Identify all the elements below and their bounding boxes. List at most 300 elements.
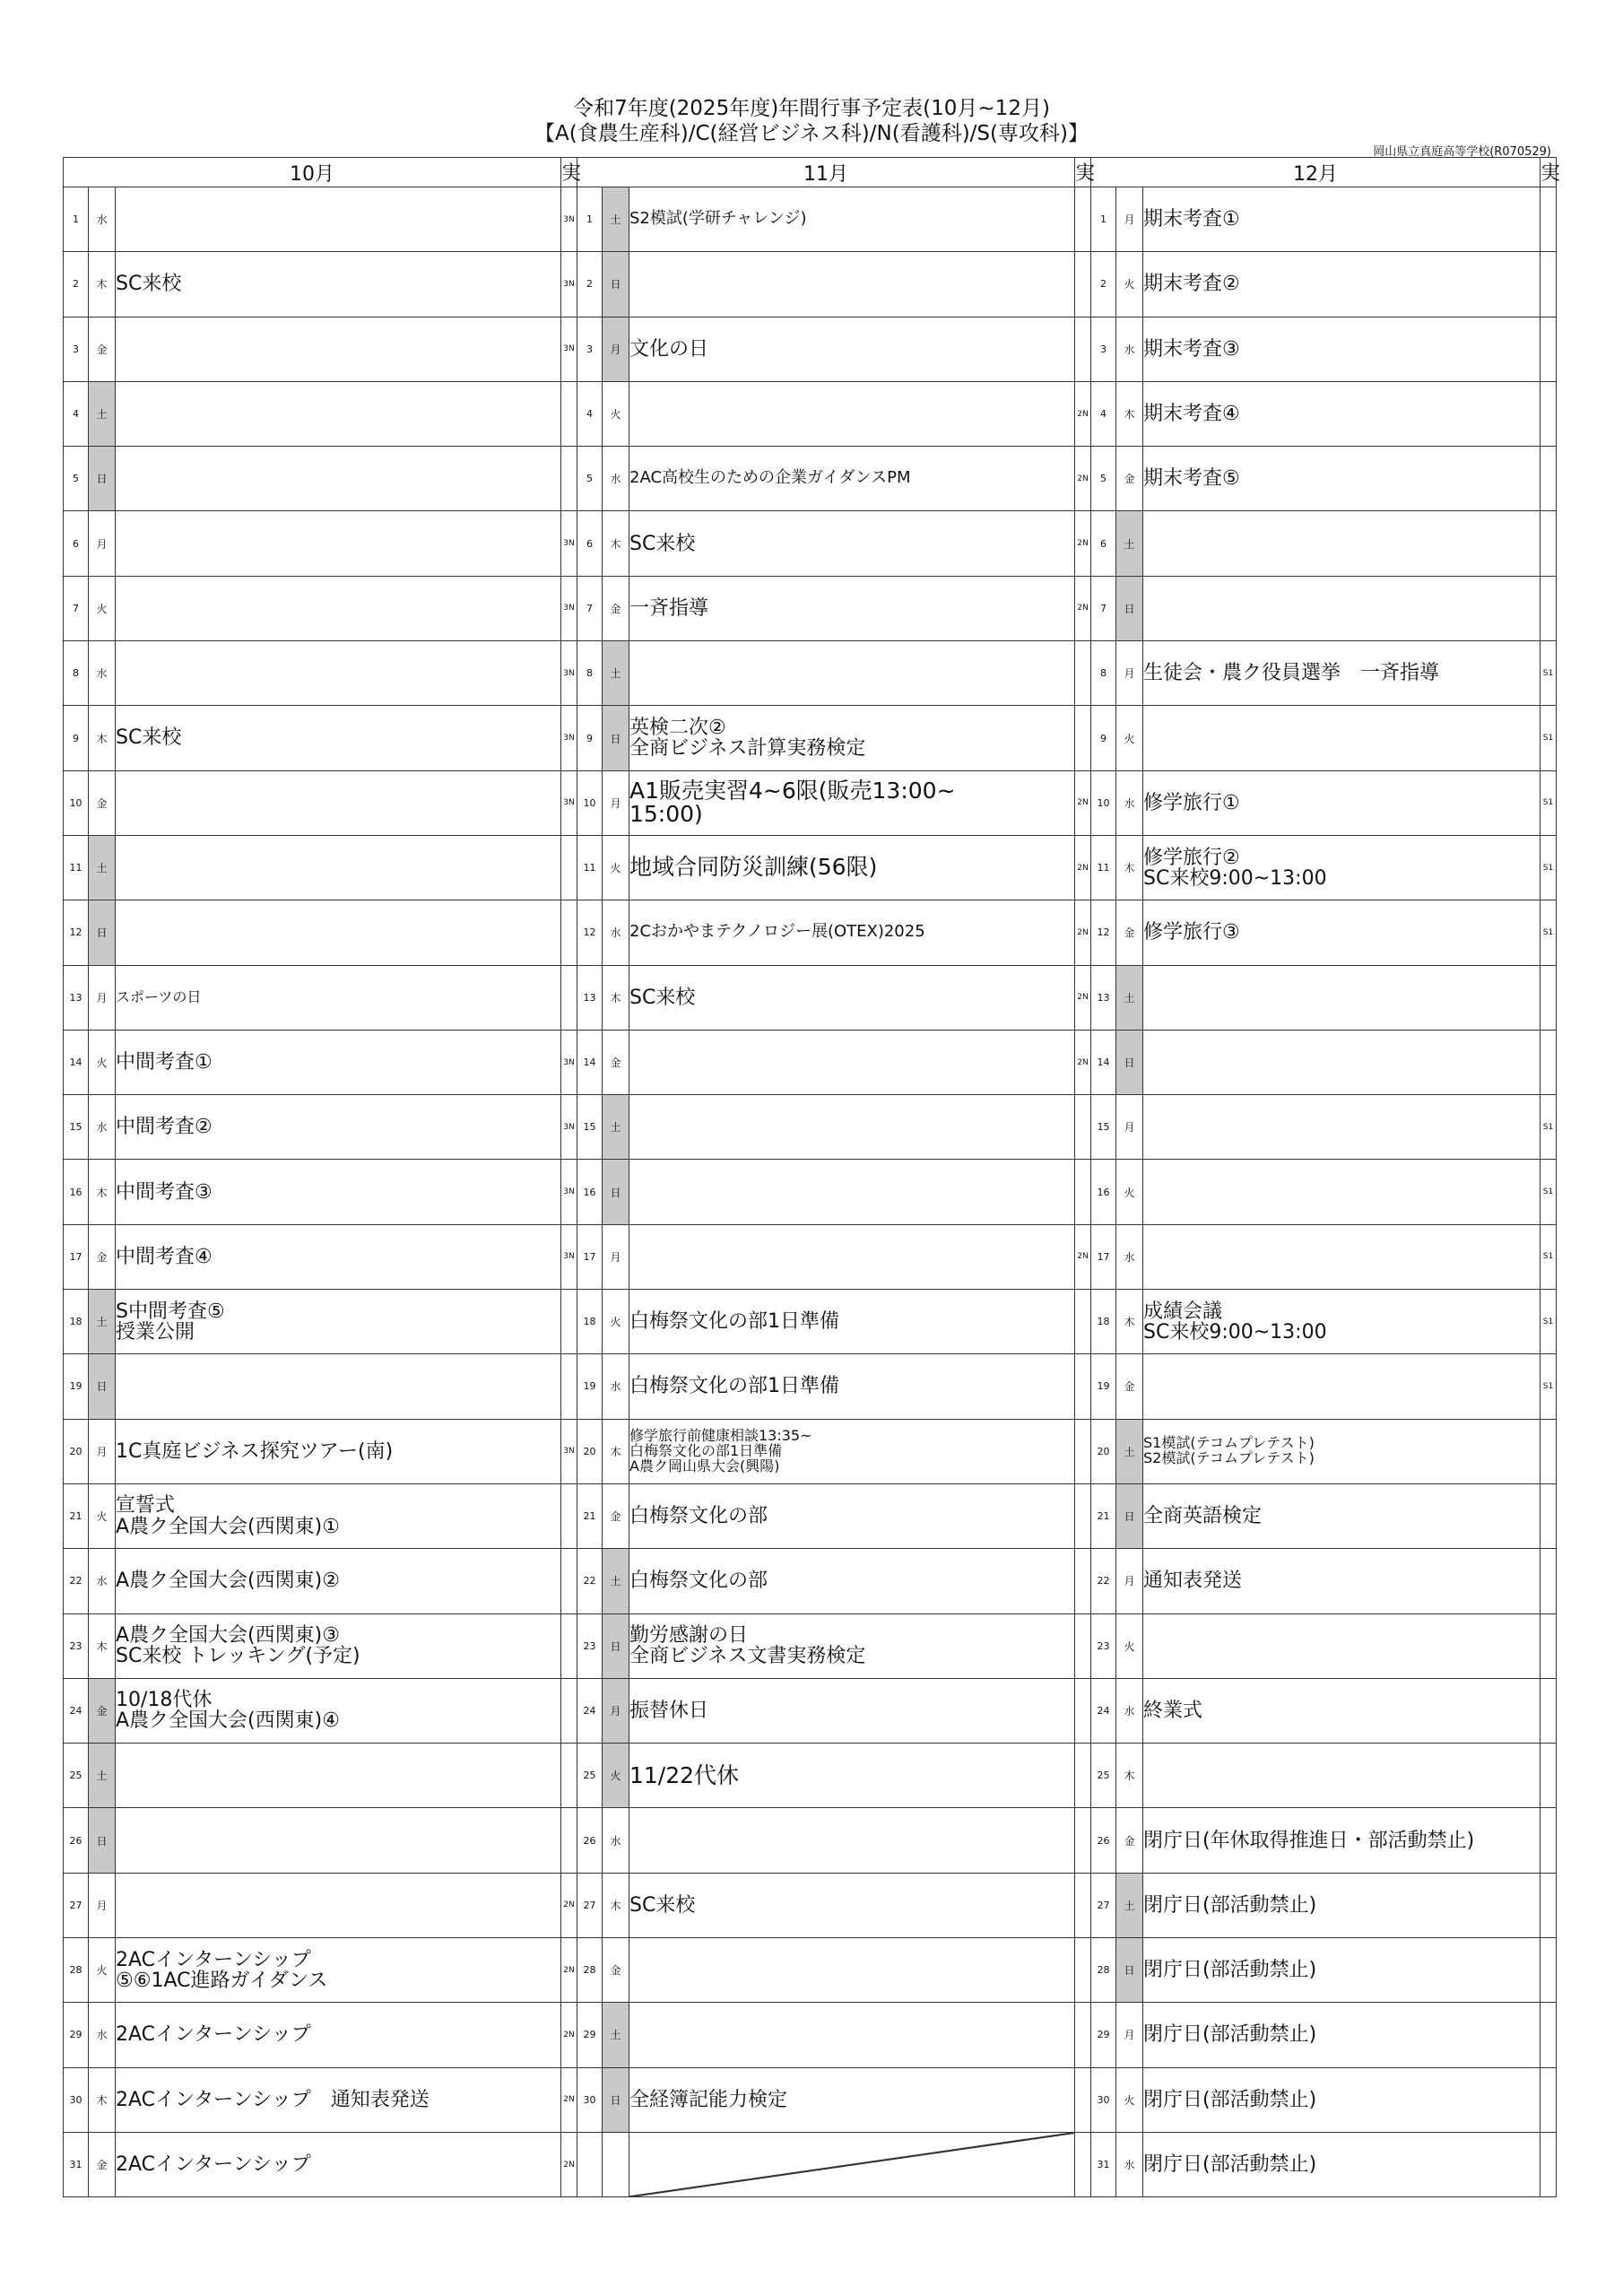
weekday: 木 (89, 1160, 116, 1224)
event-cell: S中間考査⑤ 授業公開 (116, 1290, 561, 1354)
day-number: 27 (1091, 1873, 1116, 1937)
jitsu-mark: 3N (561, 1095, 577, 1160)
event-cell: SC来校 (629, 965, 1075, 1030)
weekday: 土 (603, 187, 629, 252)
day-number: 28 (64, 1938, 89, 2003)
month-header-oct: 10月 (64, 158, 561, 187)
day-number: 15 (1091, 1095, 1116, 1160)
event-cell (1143, 511, 1541, 576)
weekday: 月 (1116, 2003, 1143, 2067)
day-number: 17 (1091, 1224, 1116, 1289)
calendar-row (64, 252, 1557, 317)
event-cell: 白梅祭文化の部1日準備 (629, 1290, 1075, 1354)
jitsu-mark (1541, 1549, 1557, 1613)
jitsu-mark: S1 (1541, 1354, 1557, 1419)
weekday: 木 (89, 1613, 116, 1678)
empty-event-cell (629, 2132, 1075, 2196)
jitsu-mark (1075, 641, 1091, 706)
weekday: 日 (603, 706, 629, 770)
jitsu-mark: 2N (1075, 576, 1091, 640)
jitsu-mark (1541, 1744, 1557, 1808)
day-number: 30 (1091, 2067, 1116, 2132)
jitsu-mark (1541, 1030, 1557, 1094)
event-cell: SC来校 (629, 511, 1075, 576)
jitsu-mark (1541, 252, 1557, 317)
calendar-row (64, 447, 1557, 511)
jitsu-mark: S1 (1541, 770, 1557, 835)
day-number: 2 (64, 252, 89, 317)
jitsu-mark (1075, 1160, 1091, 1224)
weekday: 木 (1116, 835, 1143, 900)
weekday: 木 (603, 1873, 629, 1937)
weekday: 火 (603, 381, 629, 446)
weekday: 日 (603, 1613, 629, 1678)
event-cell: 期末考査③ (1143, 317, 1541, 381)
weekday: 木 (89, 706, 116, 770)
jitsu-mark (561, 1483, 577, 1548)
weekday: 金 (89, 1678, 116, 1743)
jitsu-mark (561, 900, 577, 965)
event-cell (116, 900, 561, 965)
jitsu-mark: S1 (1541, 900, 1557, 965)
day-number: 27 (64, 1873, 89, 1937)
event-cell (1143, 1224, 1541, 1289)
event-cell (116, 511, 561, 576)
calendar-row (64, 1095, 1557, 1160)
event-cell (1143, 1095, 1541, 1160)
jitsu-mark (561, 1549, 577, 1613)
month-header-nov: 11月 (577, 158, 1075, 187)
jitsu-header: 実 (1541, 158, 1557, 187)
weekday: 日 (1116, 1030, 1143, 1094)
event-cell (629, 1160, 1075, 1224)
jitsu-mark: 3N (561, 1224, 577, 1289)
jitsu-mark (1075, 1613, 1091, 1678)
jitsu-mark (1541, 2132, 1557, 2196)
day-number: 16 (1091, 1160, 1116, 1224)
day-number: 12 (577, 900, 603, 965)
day-number: 24 (577, 1678, 603, 1743)
event-cell: 2ACインターンシップ 通知表発送 (116, 2067, 561, 2132)
jitsu-mark (1541, 1419, 1557, 1483)
day-number: 3 (577, 317, 603, 381)
jitsu-mark (561, 1678, 577, 1743)
jitsu-mark (1541, 576, 1557, 640)
page-subtitle: 【A(食農生産科)/C(経営ビジネス科)/N(看護科)/S(専攻科)】 (534, 122, 1089, 145)
day-number: 13 (577, 965, 603, 1030)
jitsu-mark (1541, 317, 1557, 381)
event-cell: 全商英語検定 (1143, 1483, 1541, 1548)
weekday: 土 (603, 641, 629, 706)
weekday: 月 (1116, 1549, 1143, 1613)
event-cell: 期末考査④ (1143, 381, 1541, 446)
weekday: 木 (89, 252, 116, 317)
calendar-body (64, 187, 1557, 2197)
jitsu-mark: 3N (561, 511, 577, 576)
day-number: 26 (1091, 1808, 1116, 1873)
day-number: 11 (64, 835, 89, 900)
calendar-row (64, 2003, 1557, 2067)
event-cell: 閉庁日(部活動禁止) (1143, 2003, 1541, 2067)
day-number: 22 (1091, 1549, 1116, 1613)
event-cell (116, 1808, 561, 1873)
event-cell (629, 1095, 1075, 1160)
day-number: 1 (577, 187, 603, 252)
weekday: 火 (603, 835, 629, 900)
weekday: 月 (603, 1678, 629, 1743)
jitsu-mark: 2N (561, 2067, 577, 2132)
day-number: 9 (577, 706, 603, 770)
event-cell: 2ACインターンシップ (116, 2132, 561, 2196)
day-number: 24 (1091, 1678, 1116, 1743)
jitsu-mark (561, 1744, 577, 1808)
event-cell: 宣誓式 A農ク全国大会(西関東)① (116, 1483, 561, 1548)
jitsu-mark (1075, 1938, 1091, 2003)
weekday: 土 (603, 1549, 629, 1613)
weekday: 日 (603, 2067, 629, 2132)
weekday: 日 (1116, 576, 1143, 640)
jitsu-mark: 2N (561, 1938, 577, 2003)
jitsu-mark (1541, 1873, 1557, 1937)
event-cell (116, 1744, 561, 1808)
event-cell: 地域合同防災訓練(56限) (629, 835, 1075, 900)
jitsu-mark (1075, 252, 1091, 317)
event-cell: S1模試(テコムプレテスト) S2模試(テコムプレテスト) (1143, 1419, 1541, 1483)
weekday: 水 (1116, 2132, 1143, 2196)
event-cell: 11/22代休 (629, 1744, 1075, 1808)
event-cell (116, 187, 561, 252)
jitsu-mark (561, 1613, 577, 1678)
day-number: 11 (577, 835, 603, 900)
jitsu-mark (1075, 1678, 1091, 1743)
jitsu-mark: S1 (1541, 1290, 1557, 1354)
event-cell: 2ACインターンシップ (116, 2003, 561, 2067)
jitsu-mark (1541, 1678, 1557, 1743)
calendar-row (64, 576, 1557, 640)
event-cell: 10/18代休 A農ク全国大会(西関東)④ (116, 1678, 561, 1743)
jitsu-mark (1075, 317, 1091, 381)
calendar-row (64, 1808, 1557, 1873)
day-number: 23 (577, 1613, 603, 1678)
event-cell: 修学旅行① (1143, 770, 1541, 835)
jitsu-mark (1075, 1419, 1091, 1483)
jitsu-mark (1541, 1808, 1557, 1873)
jitsu-mark: 2N (1075, 770, 1091, 835)
weekday: 月 (89, 1873, 116, 1937)
event-cell (116, 576, 561, 640)
day-number: 21 (577, 1483, 603, 1548)
event-cell: 中間考査③ (116, 1160, 561, 1224)
jitsu-mark: 3N (561, 252, 577, 317)
weekday: 日 (89, 1354, 116, 1419)
day-number: 25 (577, 1744, 603, 1808)
weekday: 水 (1116, 770, 1143, 835)
day-number: 3 (64, 317, 89, 381)
weekday: 月 (89, 511, 116, 576)
weekday: 火 (1116, 252, 1143, 317)
calendar-row (64, 1873, 1557, 1937)
event-cell: 文化の日 (629, 317, 1075, 381)
event-cell: 白梅祭文化の部1日準備 (629, 1354, 1075, 1419)
day-number: 17 (64, 1224, 89, 1289)
event-cell: 中間考査② (116, 1095, 561, 1160)
event-cell: 終業式 (1143, 1678, 1541, 1743)
jitsu-mark (1541, 447, 1557, 511)
event-cell: 勤労感謝の日 全商ビジネス文書実務検定 (629, 1613, 1075, 1678)
event-cell (629, 1938, 1075, 2003)
weekday: 水 (1116, 1224, 1143, 1289)
day-number: 23 (1091, 1613, 1116, 1678)
calendar-row (64, 1744, 1557, 1808)
jitsu-mark: 2N (1075, 1030, 1091, 1094)
jitsu-mark: 3N (561, 770, 577, 835)
day-number: 31 (64, 2132, 89, 2196)
jitsu-mark (1075, 1549, 1091, 1613)
event-cell (116, 641, 561, 706)
jitsu-header: 実 (1075, 158, 1091, 187)
event-cell (629, 1030, 1075, 1094)
weekday: 金 (603, 1483, 629, 1548)
weekday: 火 (1116, 1160, 1143, 1224)
calendar-table (63, 157, 1561, 2197)
day-number: 21 (1091, 1483, 1116, 1548)
jitsu-mark: 3N (561, 317, 577, 381)
calendar-row (64, 1030, 1557, 1094)
jitsu-mark (1075, 1290, 1091, 1354)
day-number: 17 (577, 1224, 603, 1289)
event-cell: A1販売実習4~6限(販売13:00~ 15:00) (629, 770, 1075, 835)
day-number: 18 (1091, 1290, 1116, 1354)
event-cell: SC来校 (116, 252, 561, 317)
jitsu-mark: 3N (561, 576, 577, 640)
day-number: 5 (64, 447, 89, 511)
jitsu-mark (561, 1354, 577, 1419)
weekday: 土 (1116, 1873, 1143, 1937)
diagonal-line (629, 2133, 1074, 2196)
jitsu-mark: S1 (1541, 1095, 1557, 1160)
event-cell (116, 835, 561, 900)
jitsu-mark (1075, 2067, 1091, 2132)
calendar-row (64, 1224, 1557, 1289)
weekday: 金 (1116, 900, 1143, 965)
day-number: 7 (64, 576, 89, 640)
jitsu-mark: 2N (1075, 900, 1091, 965)
weekday: 土 (1116, 965, 1143, 1030)
calendar-row (64, 770, 1557, 835)
calendar-row (64, 187, 1557, 252)
day-number: 3 (1091, 317, 1116, 381)
weekday: 木 (89, 2067, 116, 2132)
event-cell: 成績会議 SC来校9:00~13:00 (1143, 1290, 1541, 1354)
weekday: 金 (603, 1030, 629, 1094)
weekday: 日 (603, 1160, 629, 1224)
day-number: 2 (1091, 252, 1116, 317)
weekday: 水 (603, 900, 629, 965)
weekday: 日 (89, 1808, 116, 1873)
day-number: 8 (577, 641, 603, 706)
jitsu-mark (1541, 2067, 1557, 2132)
weekday: 水 (603, 1354, 629, 1419)
calendar-row (64, 835, 1557, 900)
event-cell (116, 381, 561, 446)
weekday: 日 (89, 900, 116, 965)
day-number: 13 (64, 965, 89, 1030)
weekday: 土 (1116, 1419, 1143, 1483)
calendar-row (64, 1613, 1557, 1678)
event-cell: 閉庁日(部活動禁止) (1143, 1938, 1541, 2003)
weekday: 金 (1116, 1354, 1143, 1419)
event-cell: 閉庁日(年休取得推進日・部活動禁止) (1143, 1808, 1541, 1873)
jitsu-mark (1075, 706, 1091, 770)
event-cell (629, 1224, 1075, 1289)
weekday: 木 (603, 1419, 629, 1483)
day-number: 2 (577, 252, 603, 317)
calendar-row (64, 317, 1557, 381)
event-cell: A農ク全国大会(西関東)③ SC来校 トレッキング(予定) (116, 1613, 561, 1678)
empty-day-cell (577, 2132, 603, 2196)
calendar-row (64, 706, 1557, 770)
event-cell (1143, 1354, 1541, 1419)
weekday: 土 (89, 1744, 116, 1808)
event-cell: 白梅祭文化の部 (629, 1483, 1075, 1548)
weekday: 土 (1116, 511, 1143, 576)
event-cell (1143, 1160, 1541, 1224)
weekday: 日 (603, 252, 629, 317)
weekday: 火 (603, 1290, 629, 1354)
event-cell: 全経簿記能力検定 (629, 2067, 1075, 2132)
event-cell (116, 770, 561, 835)
jitsu-mark (1075, 2003, 1091, 2067)
weekday: 月 (1116, 641, 1143, 706)
day-number: 29 (577, 2003, 603, 2067)
weekday: 土 (89, 1290, 116, 1354)
weekday: 火 (89, 1030, 116, 1094)
weekday: 金 (89, 770, 116, 835)
event-cell (1143, 1744, 1541, 1808)
event-cell (116, 317, 561, 381)
event-cell: 2AC高校生のための企業ガイダンスPM (629, 447, 1075, 511)
calendar-row (64, 511, 1557, 576)
event-cell: 1C真庭ビジネス探究ツアー(南) (116, 1419, 561, 1483)
day-number: 20 (64, 1419, 89, 1483)
calendar-row (64, 1160, 1557, 1224)
jitsu-mark: 2N (561, 2003, 577, 2067)
weekday: 月 (1116, 1095, 1143, 1160)
day-number: 10 (577, 770, 603, 835)
day-number: 4 (1091, 381, 1116, 446)
jitsu-mark: 2N (561, 1873, 577, 1937)
event-cell: 期末考査② (1143, 252, 1541, 317)
day-number: 26 (64, 1808, 89, 1873)
jitsu-mark (1075, 1483, 1091, 1548)
event-cell (629, 1808, 1075, 1873)
event-cell: 中間考査① (116, 1030, 561, 1094)
event-cell: A農ク全国大会(西関東)② (116, 1549, 561, 1613)
event-cell: スポーツの日 (116, 965, 561, 1030)
event-cell: S2模試(学研チャレンジ) (629, 187, 1075, 252)
day-number: 29 (64, 2003, 89, 2067)
day-number: 10 (1091, 770, 1116, 835)
day-number: 14 (64, 1030, 89, 1094)
weekday: 日 (89, 447, 116, 511)
school-name: 岡山県立真庭高等学校(R070529) (1373, 145, 1551, 159)
event-cell: 修学旅行② SC来校9:00~13:00 (1143, 835, 1541, 900)
event-cell: 生徒会・農ク役員選挙 一斉指導 (1143, 641, 1541, 706)
day-number: 31 (1091, 2132, 1116, 2196)
day-number: 16 (577, 1160, 603, 1224)
weekday: 水 (89, 641, 116, 706)
jitsu-mark: S1 (1541, 1224, 1557, 1289)
weekday: 木 (1116, 381, 1143, 446)
event-cell: 閉庁日(部活動禁止) (1143, 2067, 1541, 2132)
jitsu-mark: 2N (561, 2132, 577, 2196)
weekday: 日 (1116, 1483, 1143, 1548)
event-cell (629, 641, 1075, 706)
calendar-row (64, 1290, 1557, 1354)
weekday: 木 (603, 511, 629, 576)
day-number: 22 (577, 1549, 603, 1613)
event-cell (629, 381, 1075, 446)
jitsu-mark: S1 (1541, 1160, 1557, 1224)
weekday: 水 (89, 1095, 116, 1160)
page-title: 令和7年度(2025年度)年間行事予定表(10月~12月) (573, 97, 1050, 120)
month-header-dec: 12月 (1091, 158, 1541, 187)
calendar-row (64, 2067, 1557, 2132)
jitsu-mark (1541, 381, 1557, 446)
empty-weekday-cell (603, 2132, 629, 2196)
jitsu-header: 実 (561, 158, 577, 187)
calendar-row (64, 1419, 1557, 1483)
event-cell: 2Cおかやまテクノロジー展(OTEX)2025 (629, 900, 1075, 965)
weekday: 水 (603, 1808, 629, 1873)
day-number: 12 (64, 900, 89, 965)
day-number: 18 (64, 1290, 89, 1354)
jitsu-mark: 2N (1075, 381, 1091, 446)
day-number: 1 (1091, 187, 1116, 252)
event-cell (1143, 576, 1541, 640)
day-number: 14 (577, 1030, 603, 1094)
day-number: 15 (577, 1095, 603, 1160)
weekday: 土 (89, 835, 116, 900)
weekday: 水 (89, 187, 116, 252)
calendar-row (64, 381, 1557, 446)
event-cell: 閉庁日(部活動禁止) (1143, 2132, 1541, 2196)
day-number: 21 (64, 1483, 89, 1548)
weekday: 金 (1116, 447, 1143, 511)
jitsu-mark (1075, 187, 1091, 252)
day-number: 14 (1091, 1030, 1116, 1094)
jitsu-mark: 3N (561, 1160, 577, 1224)
day-number: 6 (64, 511, 89, 576)
day-number: 11 (1091, 835, 1116, 900)
jitsu-mark (561, 835, 577, 900)
event-cell: 期末考査① (1143, 187, 1541, 252)
event-cell (116, 1354, 561, 1419)
jitsu-mark: 2N (1075, 447, 1091, 511)
day-number: 22 (64, 1549, 89, 1613)
day-number: 19 (577, 1354, 603, 1419)
calendar-row (64, 641, 1557, 706)
day-number: 25 (1091, 1744, 1116, 1808)
jitsu-mark: S1 (1541, 706, 1557, 770)
jitsu-mark (1075, 1744, 1091, 1808)
weekday: 月 (603, 770, 629, 835)
jitsu-mark: 3N (561, 641, 577, 706)
weekday: 金 (89, 1224, 116, 1289)
weekday: 土 (603, 1095, 629, 1160)
jitsu-mark: 2N (1075, 511, 1091, 576)
day-number: 26 (577, 1808, 603, 1873)
